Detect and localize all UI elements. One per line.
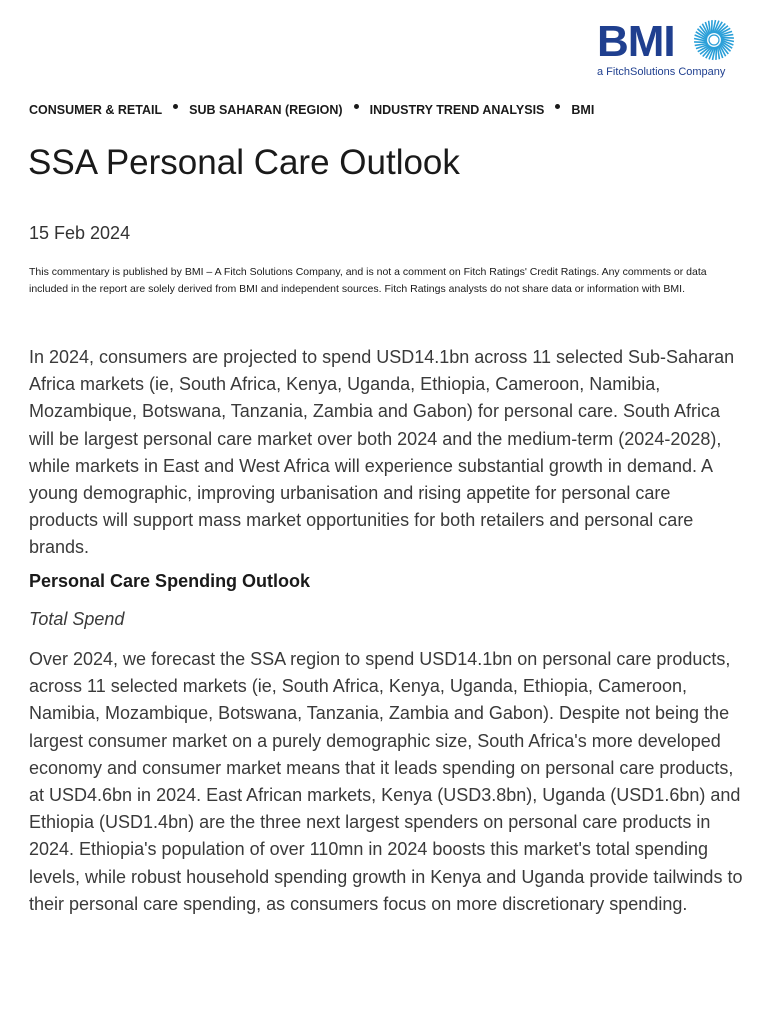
bmi-logo[interactable] (592, 16, 742, 82)
breadcrumb-item-publisher[interactable]: BMI (571, 103, 595, 117)
breadcrumb-item-region[interactable]: SUB SAHARAN (REGION) (189, 103, 343, 117)
body-paragraph: Over 2024, we forecast the SSA region to spend USD14.1bn on personal care products, across 11 selected markets (ie, South Africa, Kenya, Uganda, Ethiopia, Cameroon, Namibia, Mozambique, Botswana, Tanzania, Zambia and Gabon). Despite not being the largest consumer market on a purely demographic size, South Africa's more developed economy and consumer market means that it leads spending on personal care products, at USD4.6bn in 2024. East African markets, Kenya (USD3.8bn), Uganda (USD1.6bn) and Ethiopia (USD1.4bn) are the three next largest spenders on personal care products in 2024. Ethiopia's population of over 110mn in 2024 boosts this market's total spending levels, while robust household spending growth in Kenya and Uganda provide tailwinds to their personal care spending, as consumers focus on more discretionary spending. (29, 649, 743, 914)
sunburst-icon (692, 18, 736, 62)
breadcrumb (29, 103, 594, 117)
section-subheading: Total Spend (29, 609, 125, 629)
section-heading: Personal Care Spending Outlook (29, 571, 311, 591)
publish-date: 15 Feb 2024 (29, 223, 131, 243)
intro-paragraph: In 2024, consumers are projected to spend USD14.1bn across 11 selected Sub-Saharan Africa markets (ie, South Africa, Kenya, Uganda, Ethiopia, Cameroon, Namibia, Mozambique, Botswana, Tanzania, Zambia and Gabon) for personal care. South Africa will be largest personal care market over both 2024 and the medium-term (2024-2028), while markets in East and West Africa will experience substantial growth in demand. A young demographic, improving urbanisation and rising appetite for personal care products will support mass market opportunities for both retailers and personal care brands. (29, 347, 735, 558)
bullet-separator (354, 104, 359, 109)
bullet-separator (555, 104, 560, 109)
logo-wordmark: BMI (597, 17, 675, 66)
bullet-separator (173, 104, 178, 109)
breadcrumb-item-consumer-retail[interactable]: CONSUMER & RETAIL (29, 103, 163, 117)
logo-tagline: a FitchSolutions Company (597, 66, 726, 78)
breadcrumb-item-analysis-type[interactable]: INDUSTRY TREND ANALYSIS (369, 103, 545, 117)
page-title: SSA Personal Care Outlook (28, 143, 460, 182)
disclaimer-text: This commentary is published by BMI – A Fitch Solutions Company, and is not a comment on Fitch Ratings' Credit Ratings. Any comments or data included in the report are solely derived from BMI and independent sources. Fitch Ratings analysts do not share data or information with BMI. (29, 266, 707, 295)
